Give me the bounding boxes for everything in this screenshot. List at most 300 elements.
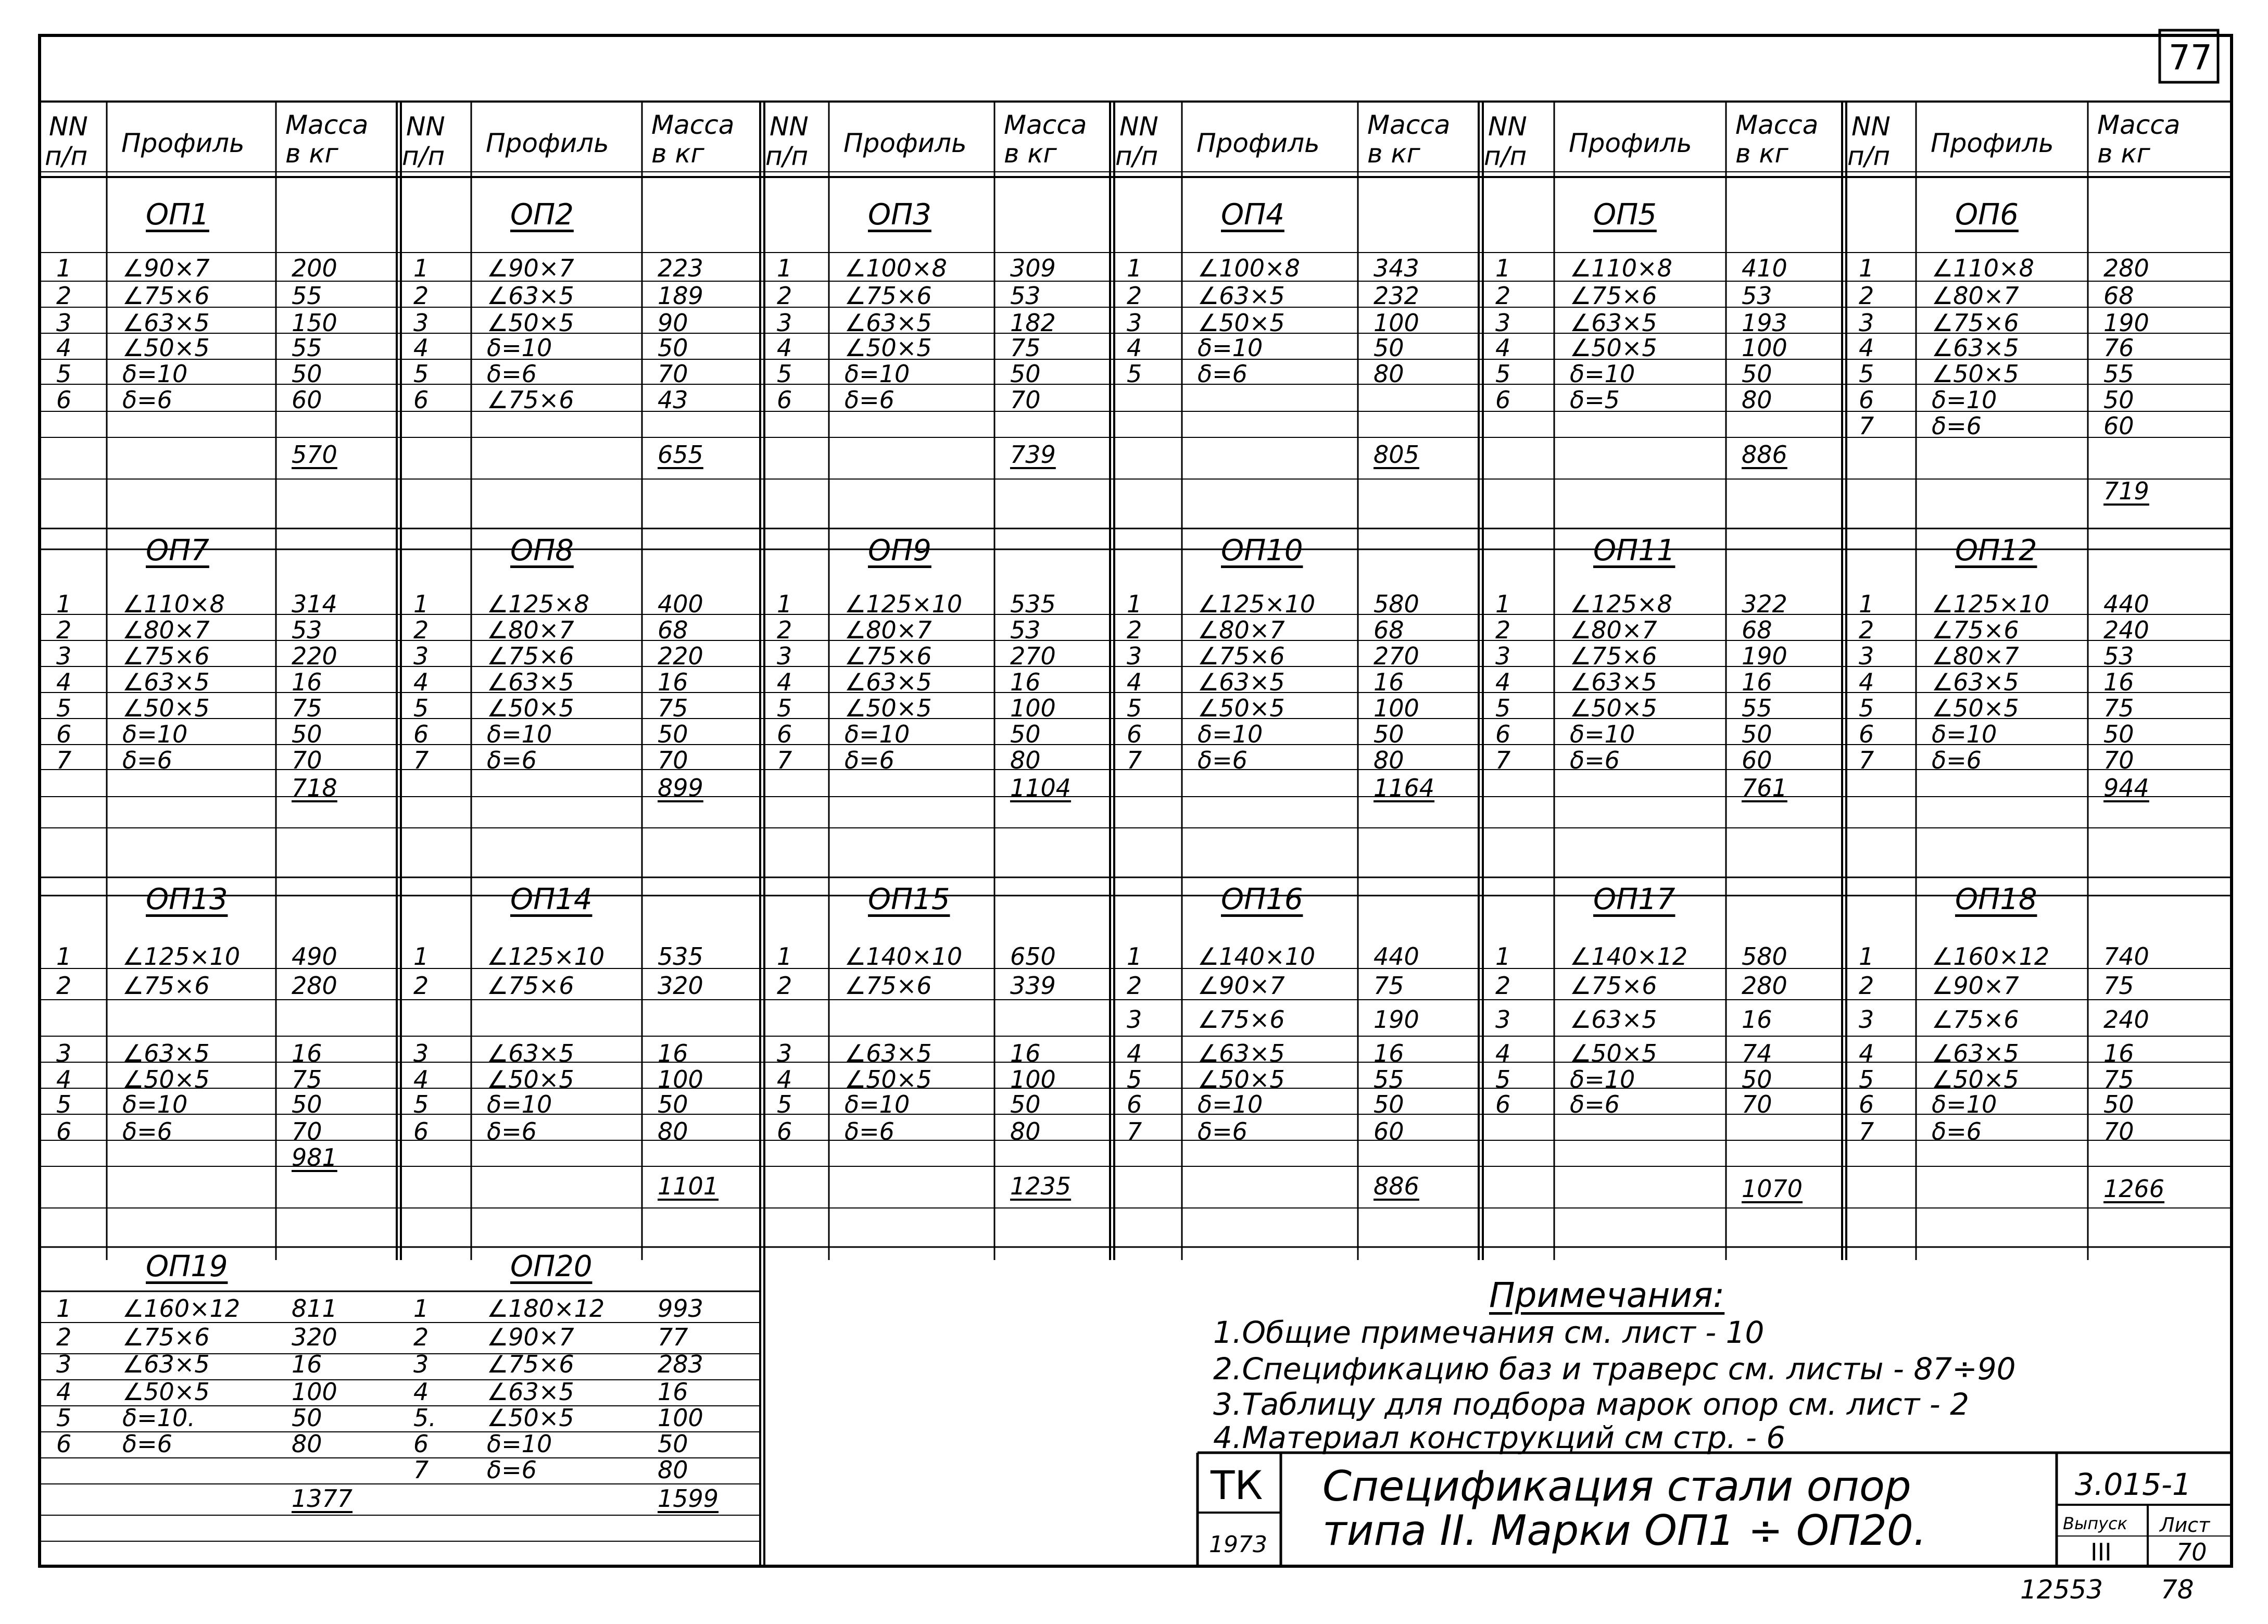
stamp-org: ТК xyxy=(1211,1462,1263,1508)
group-total: 886 xyxy=(1374,1172,1419,1200)
row-number: 5 xyxy=(413,360,429,388)
row-mass: 16 xyxy=(658,668,688,696)
row-mass: 43 xyxy=(658,386,688,414)
group-title: ОП8 xyxy=(510,534,574,568)
row-profile: ∠75×6 xyxy=(1932,1005,2019,1034)
row-number: 1 xyxy=(1127,590,1142,618)
row-profile: ∠100×8 xyxy=(1198,254,1300,282)
row-profile: ∠63×5 xyxy=(122,309,210,337)
row-profile: δ=10 xyxy=(1570,1065,1635,1093)
row-number: 5 xyxy=(1495,694,1511,722)
row-profile: ∠160×12 xyxy=(122,1294,241,1323)
notes-title: Примечания: xyxy=(1489,1275,1725,1315)
group-title: ОП13 xyxy=(146,883,228,916)
header-profile: Профиль xyxy=(843,128,967,158)
row-mass: 100 xyxy=(1374,694,1419,722)
sheet-number: 77 xyxy=(2169,37,2212,78)
row-profile: ∠110×8 xyxy=(122,590,225,618)
group-title: ОП6 xyxy=(1955,198,2019,232)
header-mass: Масса xyxy=(1735,110,1819,140)
row-profile: ∠63×5 xyxy=(845,1039,932,1067)
row-mass: 80 xyxy=(658,1456,688,1484)
row-mass: 283 xyxy=(658,1350,703,1378)
header-profile: Профиль xyxy=(1931,128,2054,158)
row-profile: δ=10 xyxy=(845,1090,910,1118)
row-profile: δ=6 xyxy=(1932,412,1982,440)
row-number: 3 xyxy=(1495,1005,1511,1034)
header-nn: NN xyxy=(770,111,809,142)
row-mass: 339 xyxy=(1010,972,1056,1000)
row-number: 4 xyxy=(1127,1039,1142,1067)
row-profile: ∠63×5 xyxy=(487,668,574,696)
group-total: 1164 xyxy=(1374,774,1435,802)
row-profile: ∠50×5 xyxy=(845,694,932,722)
group-title: ОП2 xyxy=(510,198,574,232)
row-number: 2 xyxy=(777,972,792,1000)
row-number: 6 xyxy=(777,1117,792,1145)
row-mass: 650 xyxy=(1010,942,1056,971)
row-mass: 16 xyxy=(2103,1039,2134,1067)
row-profile: ∠50×5 xyxy=(1570,1039,1657,1067)
row-mass: 70 xyxy=(2103,746,2134,774)
row-mass: 100 xyxy=(1010,694,1056,722)
note-item: 1.Общие примечания см. лист - 10 xyxy=(1213,1315,1765,1350)
row-mass: 80 xyxy=(1010,1117,1041,1145)
row-number: 6 xyxy=(1495,386,1511,414)
row-profile: ∠110×8 xyxy=(1570,254,1672,282)
row-number: 2 xyxy=(1859,282,1874,310)
header-mass: Масса xyxy=(285,110,369,140)
row-profile: δ=6 xyxy=(487,1456,537,1484)
row-profile: δ=6 xyxy=(122,1117,172,1145)
note-item: 3.Таблицу для подбора марок опор см. лист - 2 xyxy=(1213,1387,1970,1422)
row-mass: 100 xyxy=(292,1378,337,1406)
row-mass: 50 xyxy=(658,1430,688,1458)
row-profile: ∠125×10 xyxy=(845,590,963,618)
row-profile: ∠75×6 xyxy=(487,1350,574,1378)
row-mass: 50 xyxy=(2103,1090,2134,1118)
row-profile: ∠80×7 xyxy=(1932,282,2019,310)
header-mass: Масса xyxy=(651,110,735,140)
row-mass: 80 xyxy=(1742,386,1772,414)
row-number: 3 xyxy=(56,1039,72,1067)
header-mass-unit: в кг xyxy=(651,139,704,169)
row-mass: 270 xyxy=(1374,642,1419,670)
group-title: ОП9 xyxy=(868,534,931,568)
row-number: 7 xyxy=(413,1456,429,1484)
header-np: п/п xyxy=(402,141,445,171)
row-mass: 190 xyxy=(1742,642,1787,670)
row-number: 3 xyxy=(413,1039,429,1067)
group-title: ОП1 xyxy=(146,198,209,232)
row-profile: δ=6 xyxy=(122,386,172,414)
group-total: 1101 xyxy=(658,1172,719,1200)
row-profile: δ=10 xyxy=(845,360,910,388)
row-number: 1 xyxy=(56,590,72,618)
row-number: 1 xyxy=(1127,254,1142,282)
header-profile: Профиль xyxy=(1196,128,1320,158)
row-mass: 100 xyxy=(658,1404,703,1432)
group-total: 981 xyxy=(292,1143,337,1172)
row-profile: δ=10 xyxy=(845,720,910,748)
row-profile: δ=6 xyxy=(122,1430,172,1458)
row-profile: δ=5 xyxy=(1570,386,1620,414)
row-number: 3 xyxy=(1127,309,1142,337)
row-mass: 220 xyxy=(292,642,337,670)
row-number: 7 xyxy=(56,746,72,774)
group-total: 718 xyxy=(292,774,337,802)
row-number: 6 xyxy=(56,386,72,414)
row-profile: ∠75×6 xyxy=(1932,309,2019,337)
row-profile: δ=6 xyxy=(1198,746,1248,774)
row-mass: 50 xyxy=(1010,1090,1041,1118)
row-mass: 70 xyxy=(292,746,322,774)
group-total: 1377 xyxy=(292,1484,353,1513)
row-profile: δ=10 xyxy=(1932,386,1997,414)
row-mass: 535 xyxy=(1010,590,1056,618)
row-profile: δ=10 xyxy=(1198,720,1263,748)
row-profile: ∠100×8 xyxy=(845,254,947,282)
row-profile: ∠63×5 xyxy=(1198,282,1285,310)
row-mass: 440 xyxy=(2103,590,2149,618)
row-number: 2 xyxy=(1495,616,1511,644)
row-number: 4 xyxy=(1495,1039,1511,1067)
row-mass: 60 xyxy=(2103,412,2134,440)
row-profile: ∠50×5 xyxy=(1198,694,1285,722)
row-profile: ∠75×6 xyxy=(122,972,210,1000)
row-number: 3 xyxy=(413,309,429,337)
row-profile: δ=10 xyxy=(487,720,552,748)
row-profile: ∠63×5 xyxy=(1570,1005,1657,1034)
row-number: 1 xyxy=(56,942,72,971)
row-mass: 190 xyxy=(2103,309,2149,337)
group-title: ОП17 xyxy=(1593,883,1675,916)
row-mass: 343 xyxy=(1374,254,1419,282)
row-number: 4 xyxy=(413,1378,429,1406)
row-profile: δ=10 xyxy=(1932,1090,1997,1118)
row-number: 6 xyxy=(777,386,792,414)
row-number: 1 xyxy=(56,254,72,282)
group-title: ОП5 xyxy=(1593,198,1657,232)
header-mass: Масса xyxy=(1004,110,1087,140)
row-profile: δ=6 xyxy=(1932,746,1982,774)
group-total: 1070 xyxy=(1742,1175,1803,1203)
row-profile: ∠75×6 xyxy=(845,972,932,1000)
row-profile: ∠75×6 xyxy=(122,282,210,310)
row-number: 5 xyxy=(413,694,429,722)
row-profile: ∠140×10 xyxy=(1198,942,1316,971)
row-number: 7 xyxy=(1859,1117,1874,1145)
row-mass: 70 xyxy=(2103,1117,2134,1145)
group-total: 719 xyxy=(2103,477,2149,505)
group-total: 1104 xyxy=(1010,774,1072,802)
row-number: 1 xyxy=(1859,254,1874,282)
row-number: 3 xyxy=(413,642,429,670)
row-profile: ∠90×7 xyxy=(1198,972,1285,1000)
header-np: п/п xyxy=(1847,141,1891,171)
row-profile: ∠125×8 xyxy=(1570,590,1672,618)
row-number: 2 xyxy=(56,616,72,644)
row-number: 5. xyxy=(413,1404,436,1432)
row-mass: 280 xyxy=(2103,254,2149,282)
row-profile: ∠80×7 xyxy=(1198,616,1285,644)
row-number: 3 xyxy=(56,642,72,670)
row-number: 1 xyxy=(56,1294,72,1323)
row-profile: ∠50×5 xyxy=(487,309,574,337)
row-number: 6 xyxy=(1859,720,1874,748)
header-np: п/п xyxy=(1115,141,1158,171)
row-mass: 76 xyxy=(2103,334,2134,362)
row-mass: 75 xyxy=(292,1065,322,1093)
row-profile: ∠50×5 xyxy=(122,334,210,362)
row-mass: 100 xyxy=(658,1065,703,1093)
row-number: 4 xyxy=(413,1065,429,1093)
row-number: 4 xyxy=(413,668,429,696)
row-number: 3 xyxy=(1127,1005,1142,1034)
row-number: 7 xyxy=(1859,746,1874,774)
row-mass: 68 xyxy=(1742,616,1772,644)
row-mass: 50 xyxy=(292,720,322,748)
row-profile: δ=6 xyxy=(845,746,894,774)
row-profile: ∠160×12 xyxy=(1932,942,2050,971)
row-profile: δ=10 xyxy=(122,360,188,388)
row-number: 5 xyxy=(777,1090,792,1118)
row-number: 7 xyxy=(1859,412,1874,440)
row-number: 5 xyxy=(1859,1065,1874,1093)
group-total: 886 xyxy=(1742,440,1787,469)
row-profile: ∠63×5 xyxy=(1932,668,2019,696)
row-mass: 811 xyxy=(292,1294,337,1323)
row-number: 4 xyxy=(56,1378,72,1406)
row-profile: ∠63×5 xyxy=(1932,1039,2019,1067)
row-profile: δ=6 xyxy=(122,746,172,774)
group-total: 1266 xyxy=(2103,1175,2165,1203)
row-number: 2 xyxy=(1127,616,1142,644)
row-mass: 75 xyxy=(1374,972,1404,1000)
row-mass: 50 xyxy=(1010,720,1041,748)
row-number: 1 xyxy=(413,254,429,282)
group-title: ОП4 xyxy=(1221,198,1284,232)
row-mass: 80 xyxy=(658,1117,688,1145)
row-number: 2 xyxy=(413,972,429,1000)
row-number: 1 xyxy=(777,254,792,282)
row-number: 6 xyxy=(56,1117,72,1145)
row-mass: 320 xyxy=(658,972,703,1000)
row-profile: ∠75×6 xyxy=(1570,282,1657,310)
row-mass: 16 xyxy=(658,1039,688,1067)
row-mass: 232 xyxy=(1374,282,1419,310)
row-profile: ∠80×7 xyxy=(1932,642,2019,670)
header-profile: Профиль xyxy=(1569,128,1692,158)
group-total: 944 xyxy=(2103,774,2149,802)
row-profile: ∠63×5 xyxy=(1198,668,1285,696)
row-number: 5 xyxy=(1127,360,1142,388)
row-profile: ∠110×8 xyxy=(1932,254,2034,282)
row-profile: ∠63×5 xyxy=(845,309,932,337)
row-mass: 53 xyxy=(1010,282,1041,310)
row-number: 6 xyxy=(413,1117,429,1145)
row-mass: 16 xyxy=(292,1350,322,1378)
row-number: 1 xyxy=(777,942,792,971)
header-mass-unit: в кг xyxy=(1367,139,1420,169)
row-mass: 410 xyxy=(1742,254,1787,282)
row-mass: 580 xyxy=(1742,942,1787,971)
row-profile: ∠125×10 xyxy=(1932,590,2050,618)
row-mass: 80 xyxy=(1010,746,1041,774)
row-mass: 53 xyxy=(1010,616,1041,644)
row-mass: 280 xyxy=(1742,972,1787,1000)
row-mass: 50 xyxy=(292,1404,322,1432)
row-number: 6 xyxy=(413,720,429,748)
row-mass: 68 xyxy=(2103,282,2134,310)
row-number: 4 xyxy=(777,334,792,362)
group-title: ОП7 xyxy=(146,534,209,568)
footer-left-number: 12553 xyxy=(2020,1575,2103,1605)
group-title: ОП14 xyxy=(510,883,593,916)
row-mass: 77 xyxy=(658,1323,688,1351)
row-mass: 440 xyxy=(1374,942,1419,971)
row-number: 7 xyxy=(1127,746,1142,774)
header-mass: Масса xyxy=(1367,110,1451,140)
header-nn: NN xyxy=(1119,111,1158,142)
row-number: 3 xyxy=(1859,642,1874,670)
row-profile: ∠50×5 xyxy=(1932,1065,2019,1093)
row-profile: δ=6 xyxy=(845,1117,894,1145)
stamp-issue-label: Выпуск xyxy=(2063,1514,2127,1533)
stamp-year: 1973 xyxy=(1209,1531,1267,1558)
row-profile: ∠50×5 xyxy=(1570,334,1657,362)
row-profile: ∠63×5 xyxy=(1570,668,1657,696)
row-profile: ∠63×5 xyxy=(487,1378,574,1406)
row-number: 7 xyxy=(413,746,429,774)
row-profile: δ=10 xyxy=(487,1090,552,1118)
row-mass: 50 xyxy=(2103,386,2134,414)
group-title: ОП16 xyxy=(1221,883,1303,916)
header-mass-unit: в кг xyxy=(1735,139,1788,169)
row-number: 3 xyxy=(1495,642,1511,670)
row-profile: ∠75×6 xyxy=(487,972,574,1000)
row-profile: ∠80×7 xyxy=(845,616,932,644)
row-profile: ∠125×10 xyxy=(1198,590,1316,618)
row-mass: 16 xyxy=(1010,668,1041,696)
row-number: 5 xyxy=(777,360,792,388)
row-number: 4 xyxy=(1859,334,1874,362)
row-mass: 50 xyxy=(1374,720,1404,748)
row-mass: 53 xyxy=(2103,642,2134,670)
row-profile: ∠63×5 xyxy=(122,1350,210,1378)
row-mass: 53 xyxy=(1742,282,1772,310)
header-profile: Профиль xyxy=(121,128,245,158)
row-mass: 580 xyxy=(1374,590,1419,618)
row-number: 1 xyxy=(413,1294,429,1323)
row-profile: ∠90×7 xyxy=(487,254,574,282)
group-total: 899 xyxy=(658,774,703,802)
stamp-sheet-label: Лист xyxy=(2160,1514,2210,1537)
row-profile: ∠90×7 xyxy=(122,254,210,282)
row-number: 5 xyxy=(1859,694,1874,722)
note-item: 4.Материал конструкций см стр. - 6 xyxy=(1213,1420,1786,1455)
row-profile: ∠180×12 xyxy=(487,1294,605,1323)
row-number: 4 xyxy=(1495,334,1511,362)
row-profile: ∠50×5 xyxy=(845,334,932,362)
header-mass: Масса xyxy=(2097,110,2181,140)
row-profile: δ=10 xyxy=(487,334,552,362)
row-number: 6 xyxy=(1495,720,1511,748)
row-profile: ∠63×5 xyxy=(1932,334,2019,362)
row-mass: 68 xyxy=(1374,616,1404,644)
row-number: 6 xyxy=(777,720,792,748)
header-np: п/п xyxy=(45,141,88,171)
row-number: 4 xyxy=(56,1065,72,1093)
row-number: 2 xyxy=(1127,972,1142,1000)
note-item: 2.Спецификацию баз и траверс см. листы - 87÷90 xyxy=(1213,1351,2016,1387)
row-mass: 90 xyxy=(658,309,688,337)
row-mass: 60 xyxy=(1742,746,1772,774)
row-profile: ∠50×5 xyxy=(122,694,210,722)
row-number: 2 xyxy=(1859,972,1874,1000)
row-profile: δ=10 xyxy=(1198,334,1263,362)
row-mass: 280 xyxy=(292,972,337,1000)
row-profile: ∠140×10 xyxy=(845,942,963,971)
header-np: п/п xyxy=(1484,141,1527,171)
row-mass: 55 xyxy=(292,282,322,310)
row-mass: 50 xyxy=(1742,720,1772,748)
header-nn: NN xyxy=(1488,111,1527,142)
row-number: 1 xyxy=(1859,590,1874,618)
row-number: 3 xyxy=(1859,1005,1874,1034)
row-mass: 100 xyxy=(1742,334,1787,362)
row-mass: 16 xyxy=(658,1378,688,1406)
row-profile: ∠75×6 xyxy=(1932,616,2019,644)
row-mass: 240 xyxy=(2103,1005,2149,1034)
row-number: 4 xyxy=(56,334,72,362)
row-mass: 55 xyxy=(2103,360,2134,388)
row-profile: ∠80×7 xyxy=(1570,616,1657,644)
row-number: 4 xyxy=(1495,668,1511,696)
row-mass: 70 xyxy=(1010,386,1041,414)
row-number: 1 xyxy=(1495,942,1511,971)
row-profile: ∠63×5 xyxy=(1570,309,1657,337)
row-number: 3 xyxy=(1859,309,1874,337)
row-number: 5 xyxy=(1127,694,1142,722)
row-number: 4 xyxy=(1127,668,1142,696)
row-mass: 16 xyxy=(1742,668,1772,696)
row-number: 3 xyxy=(777,642,792,670)
row-mass: 50 xyxy=(292,1090,322,1118)
footer-right-number: 78 xyxy=(2161,1575,2194,1605)
row-number: 5 xyxy=(56,1404,72,1432)
row-profile: ∠50×5 xyxy=(845,1065,932,1093)
row-mass: 55 xyxy=(292,334,322,362)
group-total: 739 xyxy=(1010,440,1056,469)
row-profile: ∠90×7 xyxy=(487,1323,574,1351)
row-profile: δ=10 xyxy=(1932,720,1997,748)
row-number: 1 xyxy=(413,590,429,618)
row-mass: 182 xyxy=(1010,309,1056,337)
row-profile: ∠63×5 xyxy=(1198,1039,1285,1067)
row-mass: 75 xyxy=(1010,334,1041,362)
header-mass-unit: в кг xyxy=(2097,139,2150,169)
row-number: 2 xyxy=(56,1323,72,1351)
row-number: 3 xyxy=(56,309,72,337)
row-mass: 16 xyxy=(292,1039,322,1067)
row-number: 2 xyxy=(413,282,429,310)
row-profile: ∠50×5 xyxy=(122,1378,210,1406)
row-profile: ∠75×6 xyxy=(1198,1005,1285,1034)
row-number: 7 xyxy=(777,746,792,774)
row-number: 6 xyxy=(1859,1090,1874,1118)
row-number: 5 xyxy=(413,1090,429,1118)
